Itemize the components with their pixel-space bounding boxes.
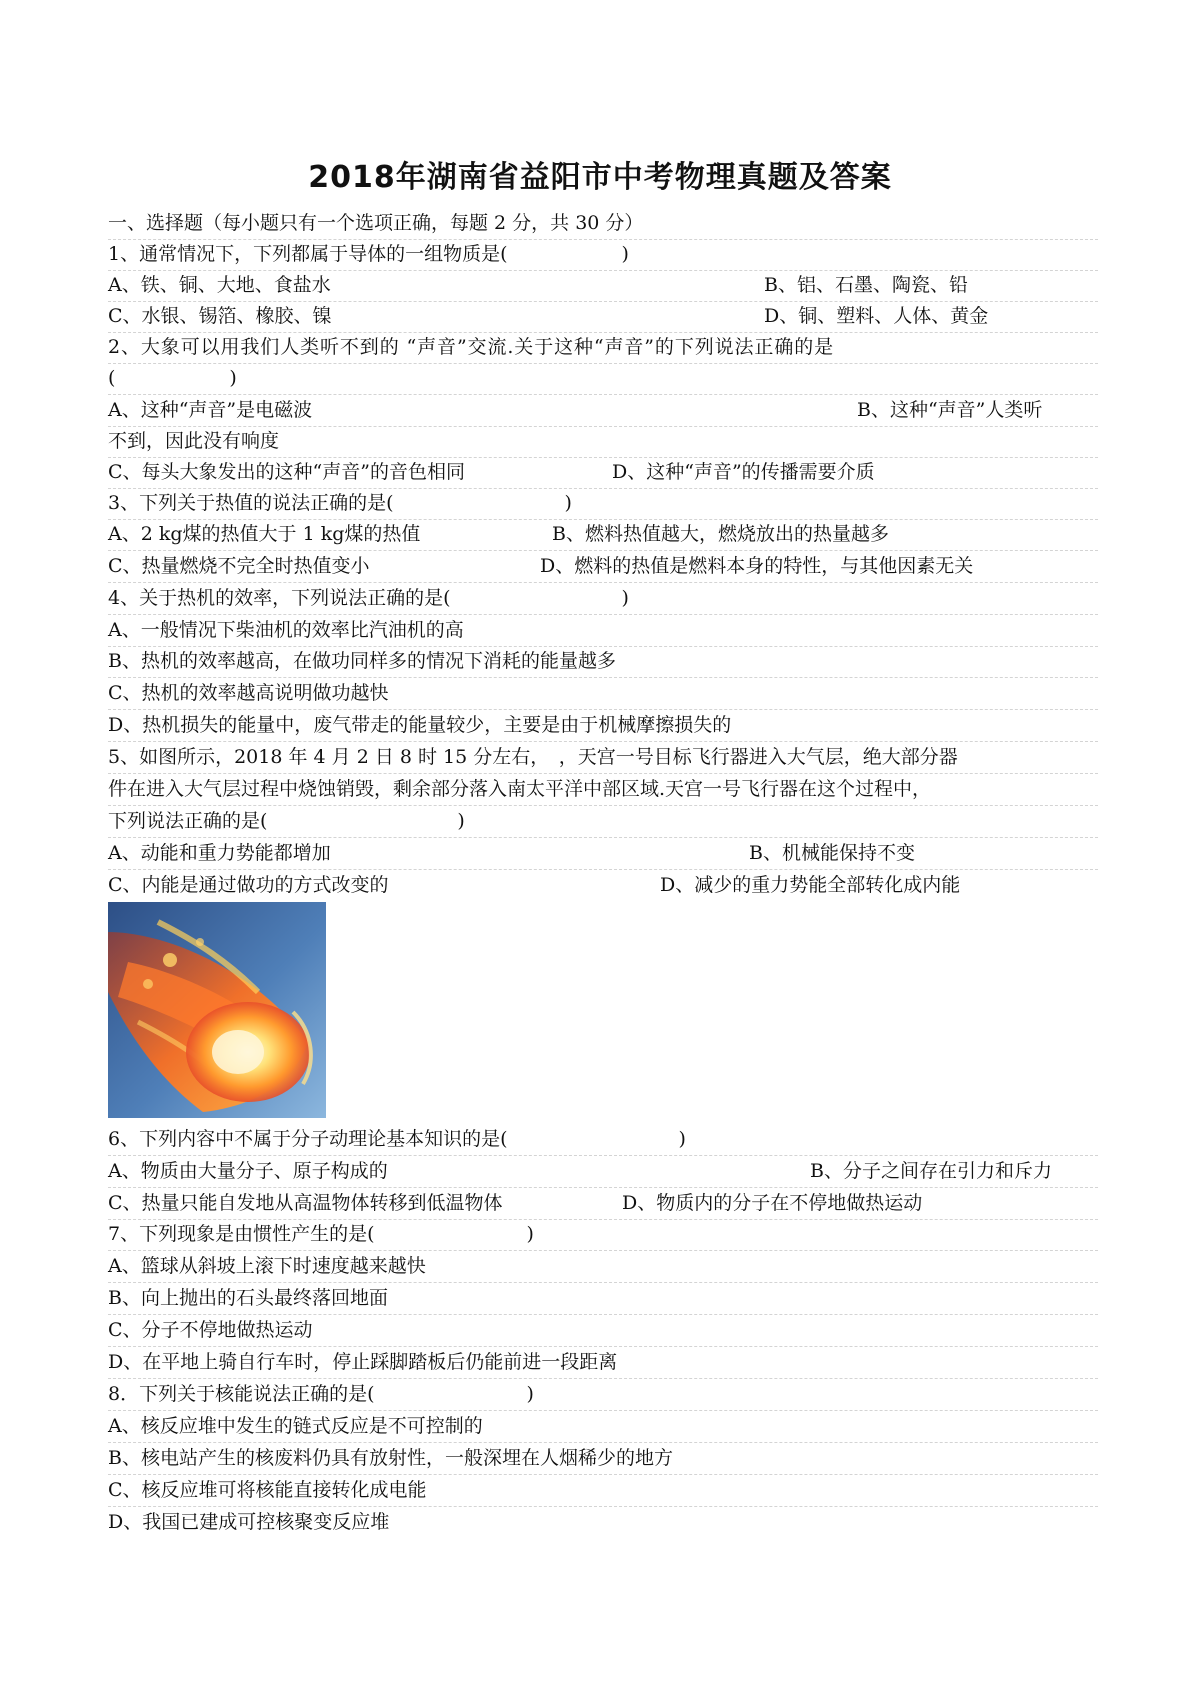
q1-option-c: C、水银、锡箔、橡胶、镍 bbox=[108, 305, 332, 327]
divider bbox=[108, 741, 1098, 742]
q3-option-d: D、燃料的热值是燃料本身的特性，与其他因素无关 bbox=[540, 555, 974, 577]
q4-option-b: B、热机的效率越高，在做功同样多的情况下消耗的能量越多 bbox=[108, 650, 616, 672]
divider bbox=[108, 805, 1098, 806]
q2-option-b-continued: 不到，因此没有响度 bbox=[108, 430, 280, 452]
q8-option-b: B、核电站产生的核废料仍具有放射性，一般深埋在人烟稀少的地方 bbox=[108, 1447, 673, 1469]
tiangong-reentry-image bbox=[108, 902, 326, 1118]
divider bbox=[108, 709, 1098, 710]
q4-option-c: C、热机的效率越高说明做功越快 bbox=[108, 682, 389, 704]
q2-stem-line1: 2、大象可以用我们人类听不到的 “声音”交流.关于这种“声音”的下列说法正确的是 bbox=[108, 336, 835, 358]
divider bbox=[108, 1282, 1098, 1283]
q2-option-b: B、这种“声音”人类听 bbox=[857, 399, 1043, 421]
divider bbox=[108, 239, 1098, 240]
q4-stem: 4、关于热机的效率，下列说法正确的是( ) bbox=[108, 587, 629, 609]
q7-option-b: B、向上抛出的石头最终落回地面 bbox=[108, 1287, 388, 1309]
q3-stem: 3、下列关于热值的说法正确的是( ) bbox=[108, 492, 572, 514]
q6-stem: 6、下列内容中不属于分子动理论基本知识的是( ) bbox=[108, 1128, 686, 1150]
q5-option-a: A、动能和重力势能都增加 bbox=[108, 842, 331, 864]
divider bbox=[108, 301, 1098, 302]
divider bbox=[108, 869, 1098, 870]
divider bbox=[108, 270, 1098, 271]
q2-stem-line2: ( ) bbox=[108, 367, 237, 389]
q7-option-a: A、篮球从斜坡上滚下时速度越来越快 bbox=[108, 1255, 426, 1277]
divider bbox=[108, 1474, 1098, 1475]
q6-option-a: A、物质由大量分子、原子构成的 bbox=[108, 1160, 388, 1182]
divider bbox=[108, 332, 1098, 333]
divider bbox=[108, 614, 1098, 615]
divider bbox=[108, 457, 1098, 458]
divider bbox=[108, 1219, 1098, 1220]
page-title: 2018年湖南省益阳市中考物理真题及答案 bbox=[308, 160, 892, 195]
section-heading: 一、选择题（每小题只有一个选项正确，每题 2 分，共 30 分） bbox=[108, 212, 644, 234]
q2-option-a: A、这种“声音”是电磁波 bbox=[108, 399, 313, 421]
q7-option-c: C、分子不停地做热运动 bbox=[108, 1319, 313, 1341]
q6-option-b: B、分子之间存在引力和斥力 bbox=[810, 1160, 1052, 1182]
q7-stem: 7、下列现象是由惯性产生的是( ) bbox=[108, 1223, 534, 1245]
divider bbox=[108, 1346, 1098, 1347]
divider bbox=[108, 394, 1098, 395]
q5-option-c: C、内能是通过做功的方式改变的 bbox=[108, 874, 389, 896]
q4-option-d: D、热机损失的能量中，废气带走的能量较少，主要是由于机械摩擦损失的 bbox=[108, 714, 732, 736]
q1-option-b: B、铝、石墨、陶瓷、铅 bbox=[764, 274, 968, 296]
q8-stem: 8．下列关于核能说法正确的是( ) bbox=[108, 1383, 534, 1405]
q6-option-c: C、热量只能自发地从高温物体转移到低温物体 bbox=[108, 1192, 503, 1214]
divider bbox=[108, 426, 1098, 427]
divider bbox=[108, 1314, 1098, 1315]
q2-option-d: D、这种“声音”的传播需要介质 bbox=[612, 461, 875, 483]
divider bbox=[108, 1506, 1098, 1507]
divider bbox=[108, 488, 1098, 489]
q6-option-d: D、物质内的分子在不停地做热运动 bbox=[622, 1192, 923, 1214]
q1-option-d: D、铜、塑料、人体、黄金 bbox=[764, 305, 989, 327]
q8-option-a: A、核反应堆中发生的链式反应是不可控制的 bbox=[108, 1415, 483, 1437]
divider bbox=[108, 773, 1098, 774]
divider bbox=[108, 646, 1098, 647]
divider bbox=[108, 363, 1098, 364]
divider bbox=[108, 677, 1098, 678]
q1-stem: 1、通常情况下，下列都属于导体的一组物质是( ) bbox=[108, 243, 629, 265]
divider bbox=[108, 1442, 1098, 1443]
divider bbox=[108, 1155, 1098, 1156]
divider bbox=[108, 1250, 1098, 1251]
q3-option-b: B、燃料热值越大，燃烧放出的热量越多 bbox=[552, 523, 889, 545]
divider bbox=[108, 519, 1098, 520]
q4-option-a: A、一般情况下柴油机的效率比汽油机的高 bbox=[108, 619, 464, 641]
divider bbox=[108, 837, 1098, 838]
divider bbox=[108, 582, 1098, 583]
q5-option-b: B、机械能保持不变 bbox=[749, 842, 915, 864]
q5-stem-line3: 下列说法正确的是( ) bbox=[108, 810, 465, 832]
divider bbox=[108, 1187, 1098, 1188]
q3-option-a: A、2 kg煤的热值大于 1 kg煤的热值 bbox=[108, 523, 421, 545]
q8-option-c: C、核反应堆可将核能直接转化成电能 bbox=[108, 1479, 427, 1501]
q5-option-d: D、减少的重力势能全部转化成内能 bbox=[660, 874, 961, 896]
q3-option-c: C、热量燃烧不完全时热值变小 bbox=[108, 555, 370, 577]
divider bbox=[108, 1378, 1098, 1379]
divider bbox=[108, 1410, 1098, 1411]
q5-stem-line1: 5、如图所示，2018 年 4 月 2 日 8 时 15 分左右， ，天宫一号目标飞行器进入大气层，绝大部分器 bbox=[108, 746, 958, 768]
q8-option-d: D、我国已建成可控核聚变反应堆 bbox=[108, 1511, 390, 1533]
q5-stem-line2: 件在进入大气层过程中烧蚀销毁，剩余部分落入南太平洋中部区域.天宫一号飞行器在这个过程中， bbox=[108, 778, 932, 800]
q1-option-a: A、铁、铜、大地、食盐水 bbox=[108, 274, 331, 296]
q2-option-c: C、每头大象发出的这种“声音”的音色相同 bbox=[108, 461, 465, 483]
divider bbox=[108, 550, 1098, 551]
q7-option-d: D、在平地上骑自行车时，停止踩脚踏板后仍能前进一段距离 bbox=[108, 1351, 618, 1373]
